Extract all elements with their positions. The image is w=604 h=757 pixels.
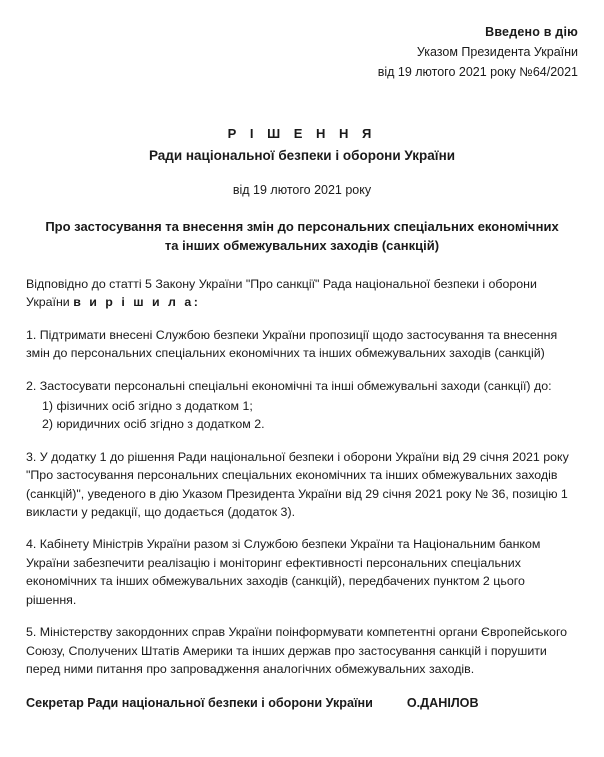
document-type-heading: Р І Ш Е Н Н Я — [227, 126, 377, 141]
enactment-line-2: Указом Президента України — [416, 45, 578, 59]
enactment-line-3: від 19 лютого 2021 року №64/2021 — [377, 65, 578, 79]
preamble-text: Відповідно до статті 5 Закону України "Про санкції" Рада національної безпеки і оборони України — [26, 277, 537, 310]
body-item-2-sublist — [26, 397, 578, 434]
body-item-2-sub-2: 2) юридичних осіб згідно з додатком 2. — [42, 417, 265, 432]
preamble-paragraph — [26, 275, 578, 312]
enactment-block — [26, 22, 578, 82]
signature-block — [26, 696, 578, 710]
body-item-1: 1. Підтримати внесені Службою безпеки України пропозиції щодо застосування та внесення змін до персональних спеціальних економічних та інших обмежувальних заходів (санкцій) — [26, 327, 558, 361]
body-item-5: 5. Міністерству закордонних справ України поінформувати компетентні органи Європейського Союзу, Сполучених Штатів Америки та інших держав про застосування санкцій і порушити перед ними питання про запровадження аналогічних обмежувальних заходів. — [26, 625, 568, 676]
preamble-decision-word: в и р і ш и л а: — [73, 295, 201, 310]
document-date: від 19 лютого 2021 року — [232, 183, 372, 197]
issuing-organization: Ради національної безпеки і оборони України — [148, 148, 456, 163]
signatory-name: О.ДАНІЛОВ — [406, 696, 479, 711]
enactment-line-1: Введено в дію — [485, 25, 578, 39]
body-item-3: 3. У додатку 1 до рішення Ради національної безпеки і оборони України від 29 січня 2021 року "Про застосування персональних спеціальних економічних та інших обмежувальних заходів (санкцій)", уведеного в дію Указом Президента України від 29 січня 2021 року № 36, позицію 1 викласти у редакції, що додається (додаток 3). — [26, 449, 569, 520]
body-item-2: 2. Застосувати персональні спеціальні економічні та інші обмежувальні заходи (санкції) до: — [26, 378, 552, 393]
signatory-role: Секретар Ради національної безпеки і оборони України — [26, 696, 373, 711]
document-body — [26, 275, 578, 678]
body-item-2-sub-1: 1) фізичних осіб згідно з додатком 1; — [42, 399, 253, 414]
document-subject: Про застосування та внесення змін до персональних спеціальних економічних та інших обмежувальних заходів (санкцій) — [45, 219, 559, 253]
title-block — [26, 126, 578, 255]
body-item-4: 4. Кабінету Міністрів України разом зі Службою безпеки України та Національним банком України забезпечити реалізацію і моніторинг ефективності персональних спеціальних економічних та інших обмежувальних заходів (санкцій), передбачених пунктом 2 цього рішення. — [26, 537, 541, 607]
